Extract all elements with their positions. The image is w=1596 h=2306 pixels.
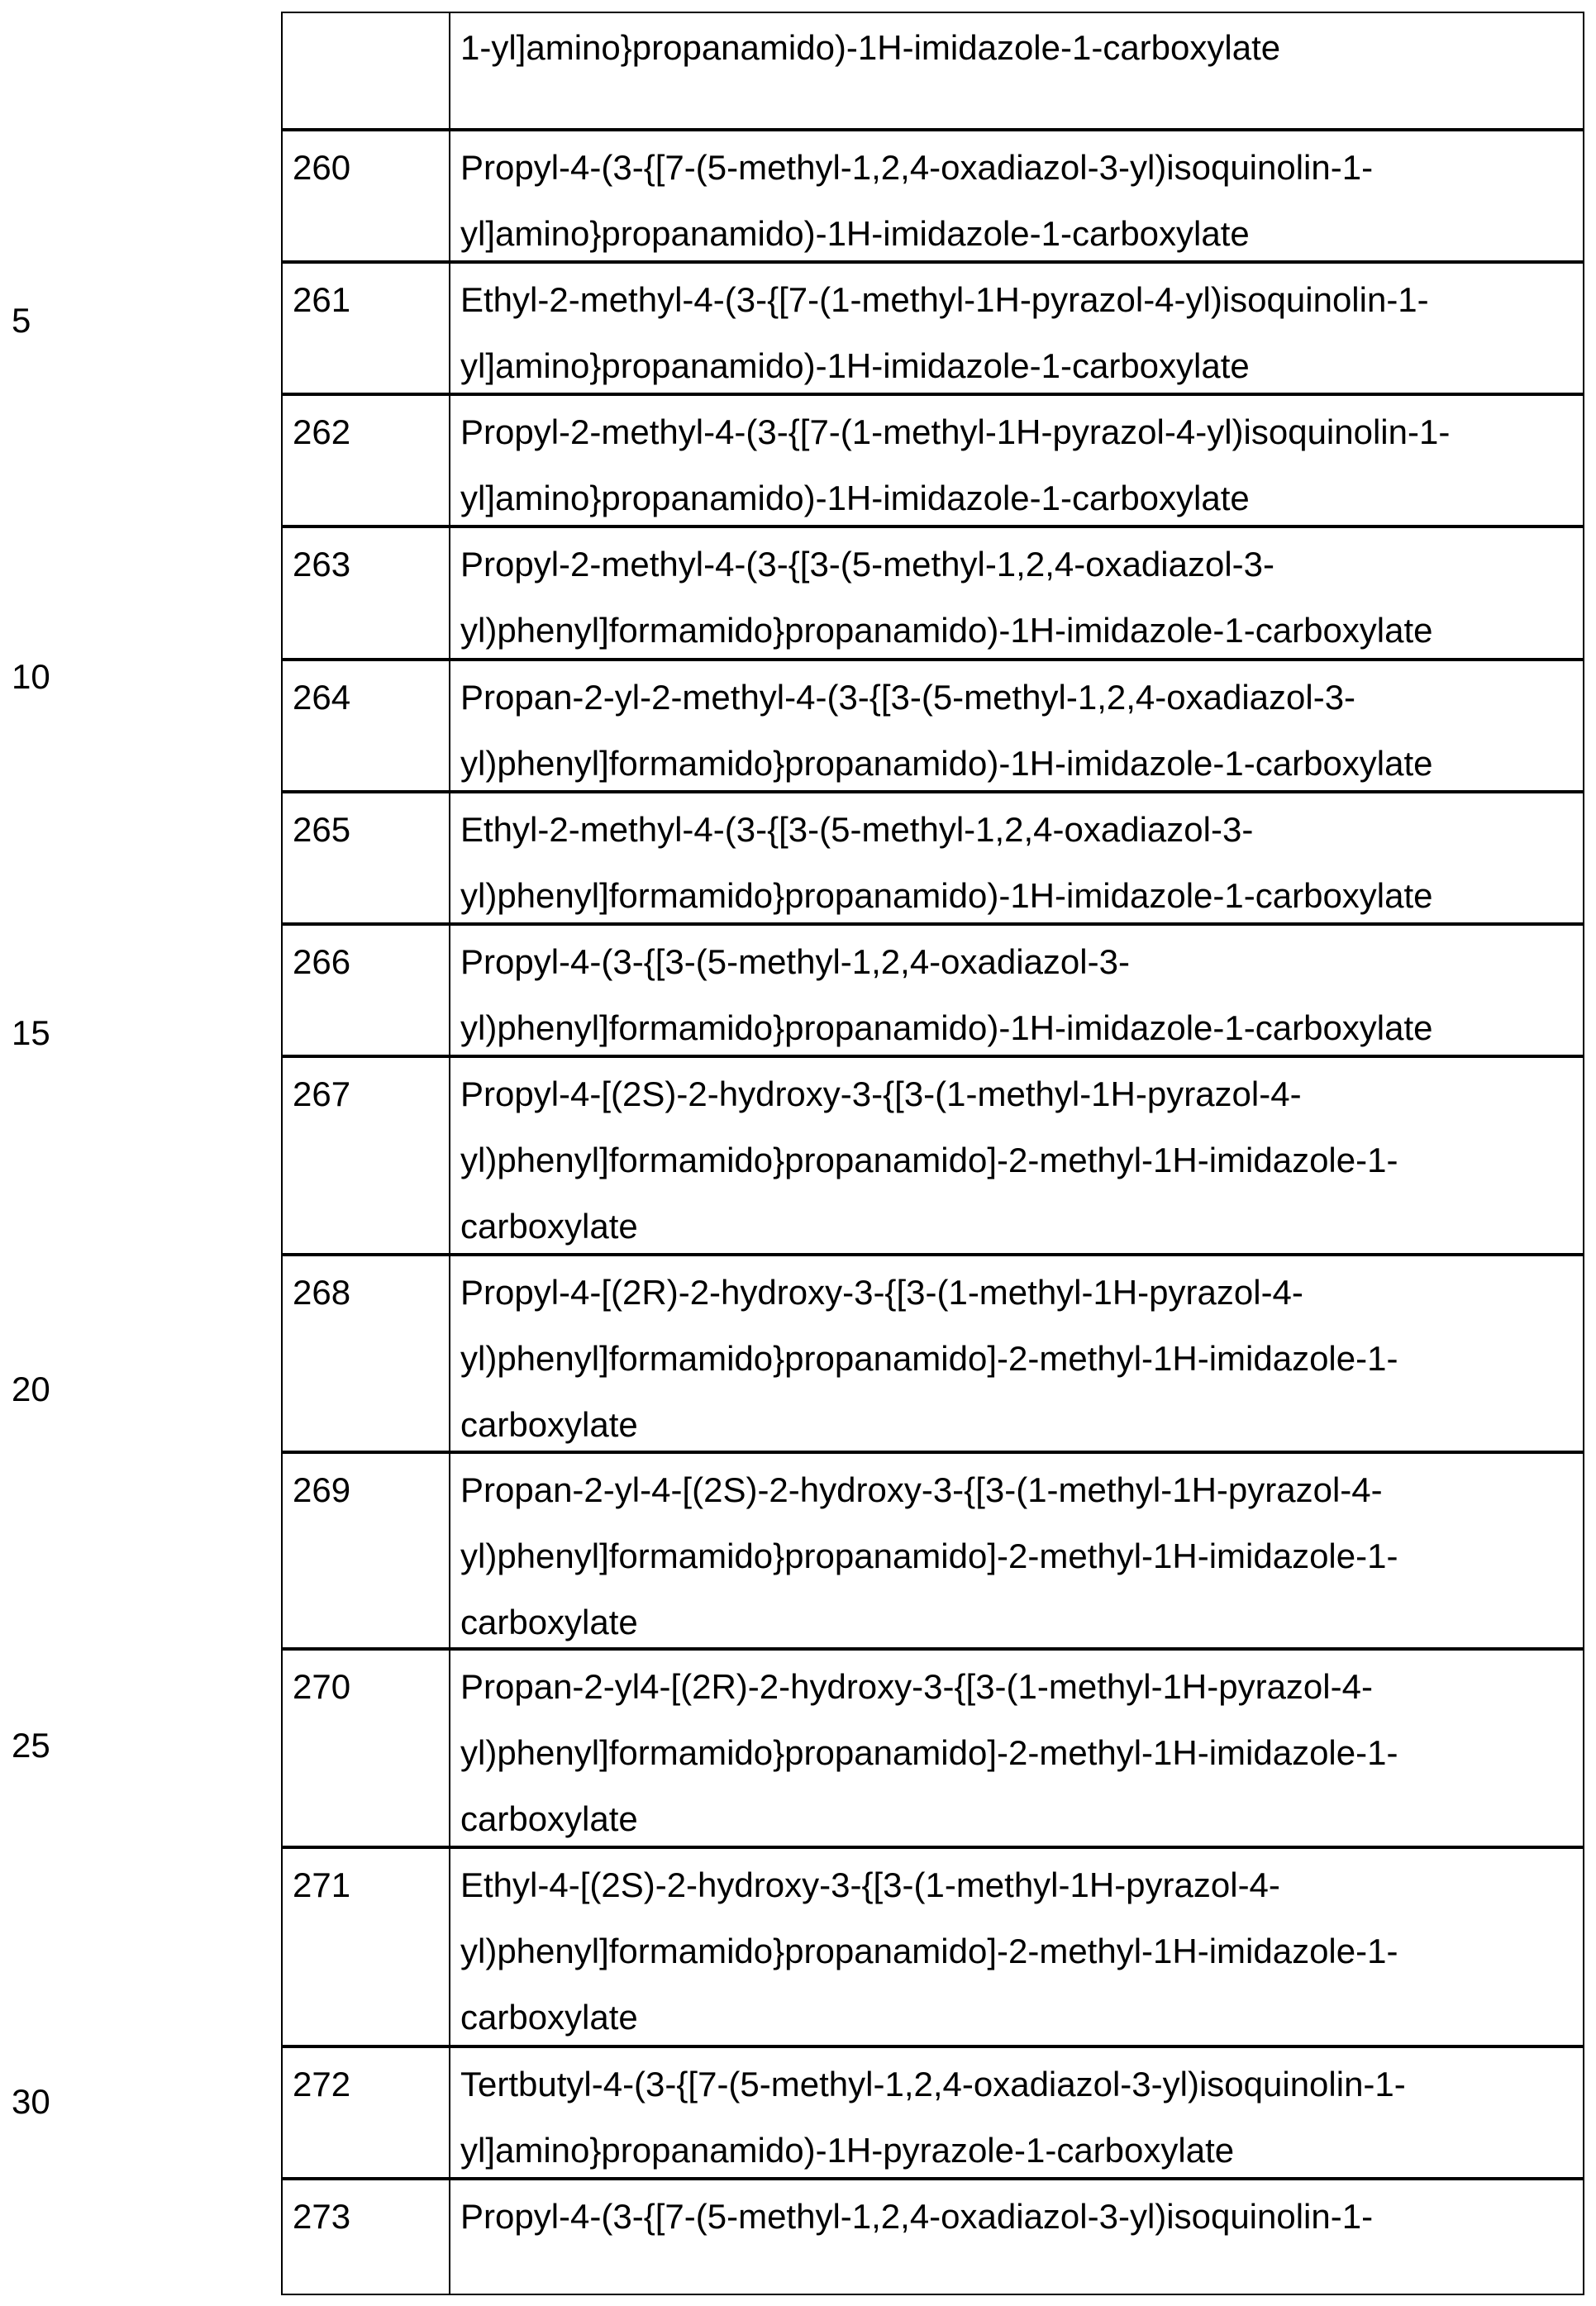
line-number-15: 15 [12, 1016, 50, 1051]
compound-name [460, 1260, 1566, 1458]
compound-name-line: yl)phenyl]formamido}propanamido]-2-methyl-1H-imidazole-1- [460, 1918, 1566, 1984]
compound-name-line: carboxylate [460, 1193, 1566, 1260]
table-row [283, 1846, 1583, 1849]
compound-number: 267 [293, 1061, 350, 1127]
compound-name-line: Ethyl-4-[(2S)-2-hydroxy-3-{[3-(1-methyl-1H-pyrazol-4- [460, 1852, 1566, 1918]
compound-name [460, 2051, 1566, 2184]
compound-name-line: carboxylate [460, 1786, 1566, 1852]
compound-name [460, 399, 1566, 531]
line-number-10: 10 [12, 660, 50, 694]
compound-number: 271 [293, 1852, 350, 1918]
compound-name [460, 1654, 1566, 1852]
compound-name [460, 267, 1566, 399]
line-number-30: 30 [12, 2084, 50, 2119]
table-row [283, 1055, 1583, 1058]
compound-name-line: yl)phenyl]formamido}propanamido]-2-methyl-1H-imidazole-1- [460, 1720, 1566, 1786]
compound-name [460, 135, 1566, 267]
line-number-25: 25 [12, 1728, 50, 1763]
compound-name-line: yl)phenyl]formamido}propanamido]-2-methyl-1H-imidazole-1- [460, 1523, 1566, 1589]
compound-name-line: yl]amino}propanamido)-1H-pyrazole-1-carboxylate [460, 2118, 1566, 2184]
compound-name [460, 15, 1566, 81]
compound-name-line: Propyl-2-methyl-4-(3-{[3-(5-methyl-1,2,4-oxadiazol-3- [460, 531, 1566, 598]
table-row [283, 1647, 1583, 1651]
compound-name-line: yl)phenyl]formamido}propanamido]-2-methyl-1H-imidazole-1- [460, 1127, 1566, 1193]
compound-name-line: yl]amino}propanamido)-1H-imidazole-1-carboxylate [460, 201, 1566, 267]
table-row [283, 2177, 1583, 2180]
compound-name-line: 1-yl]amino}propanamido)-1H-imidazole-1-carboxylate [460, 15, 1566, 81]
compound-number: 272 [293, 2051, 350, 2118]
compound-number: 262 [293, 399, 350, 465]
compound-name [460, 665, 1566, 797]
compound-number: 263 [293, 531, 350, 598]
table-row [283, 128, 1583, 131]
compound-name-line: yl)phenyl]formamido}propanamido)-1H-imidazole-1-carboxylate [460, 995, 1566, 1061]
compound-name [460, 1457, 1566, 1656]
table-row [283, 260, 1583, 264]
compound-number: 265 [293, 797, 350, 863]
compound-number: 273 [293, 2184, 350, 2250]
table-row [283, 922, 1583, 926]
compound-name [460, 1852, 1566, 2051]
table-row [283, 525, 1583, 528]
compound-number: 266 [293, 929, 350, 995]
compound-name-line: Propyl-2-methyl-4-(3-{[7-(1-methyl-1H-pyrazol-4-yl)isoquinolin-1- [460, 399, 1566, 465]
compound-name-line: yl]amino}propanamido)-1H-imidazole-1-carboxylate [460, 333, 1566, 399]
compound-name-line: carboxylate [460, 1589, 1566, 1656]
compound-name-line: yl)phenyl]formamido}propanamido)-1H-imidazole-1-carboxylate [460, 731, 1566, 797]
table-row [283, 2045, 1583, 2048]
compound-number: 261 [293, 267, 350, 333]
compound-name-line: yl]amino}propanamido)-1H-imidazole-1-carboxylate [460, 465, 1566, 531]
compound-name-line: Propyl-4-(3-{[7-(5-methyl-1,2,4-oxadiazol-3-yl)isoquinolin-1- [460, 135, 1566, 201]
compound-name-line: carboxylate [460, 1984, 1566, 2051]
compound-table [281, 12, 1584, 2295]
compound-name-line: Propyl-4-(3-{[3-(5-methyl-1,2,4-oxadiazol-3- [460, 929, 1566, 995]
compound-name-line: Propyl-4-[(2R)-2-hydroxy-3-{[3-(1-methyl-1H-pyrazol-4- [460, 1260, 1566, 1326]
compound-name [460, 2184, 1566, 2250]
table-row [283, 393, 1583, 396]
compound-number: 264 [293, 665, 350, 731]
compound-name [460, 929, 1566, 1061]
compound-name-line: Tertbutyl-4-(3-{[7-(5-methyl-1,2,4-oxadiazol-3-yl)isoquinolin-1- [460, 2051, 1566, 2118]
compound-name-line: Propyl-4-[(2S)-2-hydroxy-3-{[3-(1-methyl-1H-pyrazol-4- [460, 1061, 1566, 1127]
column-divider [449, 13, 450, 2294]
compound-name [460, 1061, 1566, 1260]
compound-number: 260 [293, 135, 350, 201]
compound-number: 269 [293, 1457, 350, 1523]
compound-number: 268 [293, 1260, 350, 1326]
compound-name-line: yl)phenyl]formamido}propanamido]-2-methyl-1H-imidazole-1- [460, 1326, 1566, 1392]
table-row [283, 1253, 1583, 1256]
compound-number: 270 [293, 1654, 350, 1720]
compound-name [460, 797, 1566, 929]
compound-name-line: Ethyl-2-methyl-4-(3-{[3-(5-methyl-1,2,4-oxadiazol-3- [460, 797, 1566, 863]
compound-name [460, 531, 1566, 664]
compound-name-line: Propan-2-yl-4-[(2S)-2-hydroxy-3-{[3-(1-methyl-1H-pyrazol-4- [460, 1457, 1566, 1523]
table-row [283, 790, 1583, 793]
compound-name-line: Propan-2-yl4-[(2R)-2-hydroxy-3-{[3-(1-methyl-1H-pyrazol-4- [460, 1654, 1566, 1720]
compound-name-line: Propan-2-yl-2-methyl-4-(3-{[3-(5-methyl-1,2,4-oxadiazol-3- [460, 665, 1566, 731]
compound-name-line: Propyl-4-(3-{[7-(5-methyl-1,2,4-oxadiazol-3-yl)isoquinolin-1- [460, 2184, 1566, 2250]
table-row [283, 658, 1583, 661]
line-number-5: 5 [12, 303, 31, 338]
table-row [283, 1451, 1583, 1454]
compound-name-line: Ethyl-2-methyl-4-(3-{[7-(1-methyl-1H-pyrazol-4-yl)isoquinolin-1- [460, 267, 1566, 333]
line-number-20: 20 [12, 1372, 50, 1407]
compound-name-line: carboxylate [460, 1392, 1566, 1458]
compound-name-line: yl)phenyl]formamido}propanamido)-1H-imidazole-1-carboxylate [460, 863, 1566, 929]
compound-name-line: yl)phenyl]formamido}propanamido)-1H-imidazole-1-carboxylate [460, 598, 1566, 664]
